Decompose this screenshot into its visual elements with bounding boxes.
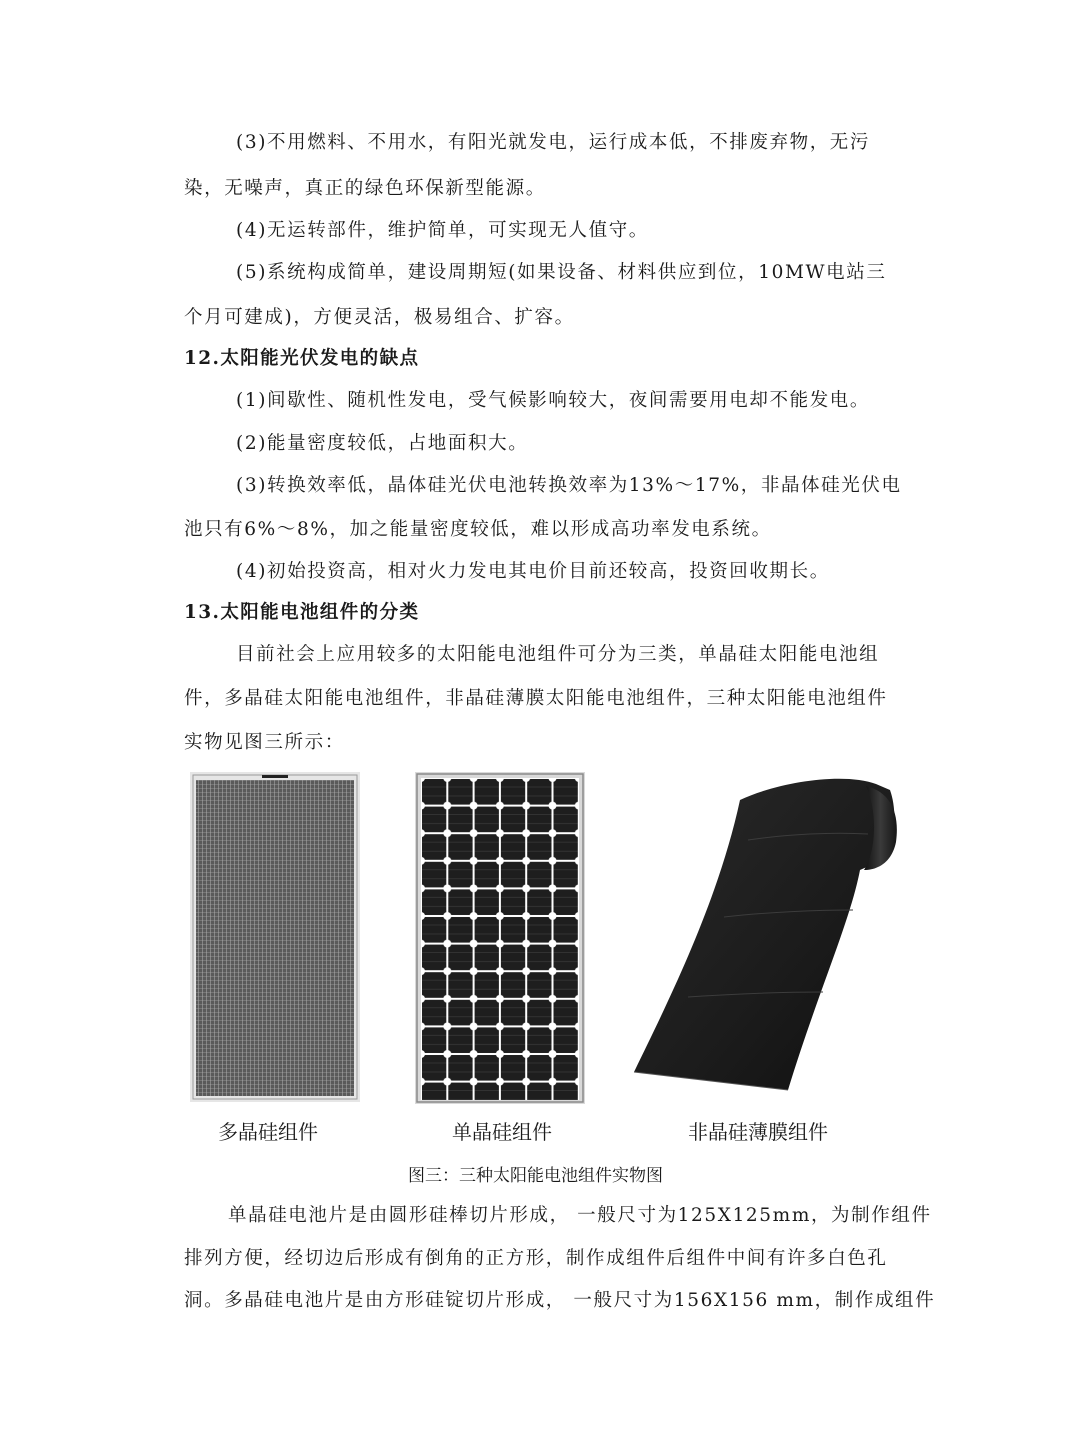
para-line: (3)不用燃料、不用水，有阳光就发电，运行成本低，不排废弃物，无污 bbox=[236, 132, 871, 153]
para-line: 件，多晶硅太阳能电池组件，非晶硅薄膜太阳能电池组件，三种太阳能电池组件 bbox=[184, 688, 888, 709]
para-line: (4)无运转部件，维护简单，可实现无人值守。 bbox=[236, 220, 649, 241]
para-line: (5)系统构成简单，建设周期短(如果设备、材料供应到位，10MW电站三 bbox=[236, 262, 887, 283]
para-line: 洞。多晶硅电池片是由方形硅锭切片形成， 一般尺寸为156X156 mm，制作成组件 bbox=[184, 1290, 936, 1311]
para-line: 目前社会上应用较多的太阳能电池组件可分为三类，单晶硅太阳能电池组 bbox=[236, 644, 880, 665]
para-line: 单晶硅电池片是由圆形硅棒切片形成， 一般尺寸为125X125mm，为制作组件 bbox=[228, 1205, 932, 1226]
figure-caption: 图三：三种太阳能电池组件实物图 bbox=[408, 1166, 663, 1186]
para-line: (3)转换效率低，晶体硅光伏电池转换效率为13%～17%，非晶体硅光伏电 bbox=[236, 475, 902, 496]
monocrystalline-panel-image bbox=[415, 772, 585, 1104]
figure-label-monocrystalline: 单晶硅组件 bbox=[452, 1120, 552, 1144]
para-line: 染，无噪声，真正的绿色环保新型能源。 bbox=[184, 178, 546, 199]
figure-label-polycrystalline: 多晶硅组件 bbox=[218, 1120, 318, 1144]
para-line: 个月可建成)，方便灵活，极易组合、扩容。 bbox=[184, 307, 575, 328]
thin-film-panel-image bbox=[628, 772, 900, 1104]
para-line: (1)间歇性、随机性发电，受气候影响较大，夜间需要用电却不能发电。 bbox=[236, 390, 871, 411]
para-line: (4)初始投资高，相对火力发电其电价目前还较高，投资回收期长。 bbox=[236, 561, 830, 582]
para-line: 实物见图三所示： bbox=[184, 732, 345, 753]
section-heading-12: 12.太阳能光伏发电的缺点 bbox=[184, 348, 420, 369]
section-heading-13: 13.太阳能电池组件的分类 bbox=[184, 602, 420, 623]
polycrystalline-panel-image bbox=[190, 772, 360, 1102]
figure-label-thin-film: 非晶硅薄膜组件 bbox=[688, 1120, 828, 1144]
para-line: 池只有6%～8%，加之能量密度较低，难以形成高功率发电系统。 bbox=[184, 519, 772, 540]
para-line: (2)能量密度较低，占地面积大。 bbox=[236, 433, 529, 454]
para-line: 排列方便，经切边后形成有倒角的正方形，制作成组件后组件中间有许多白色孔 bbox=[184, 1248, 888, 1269]
